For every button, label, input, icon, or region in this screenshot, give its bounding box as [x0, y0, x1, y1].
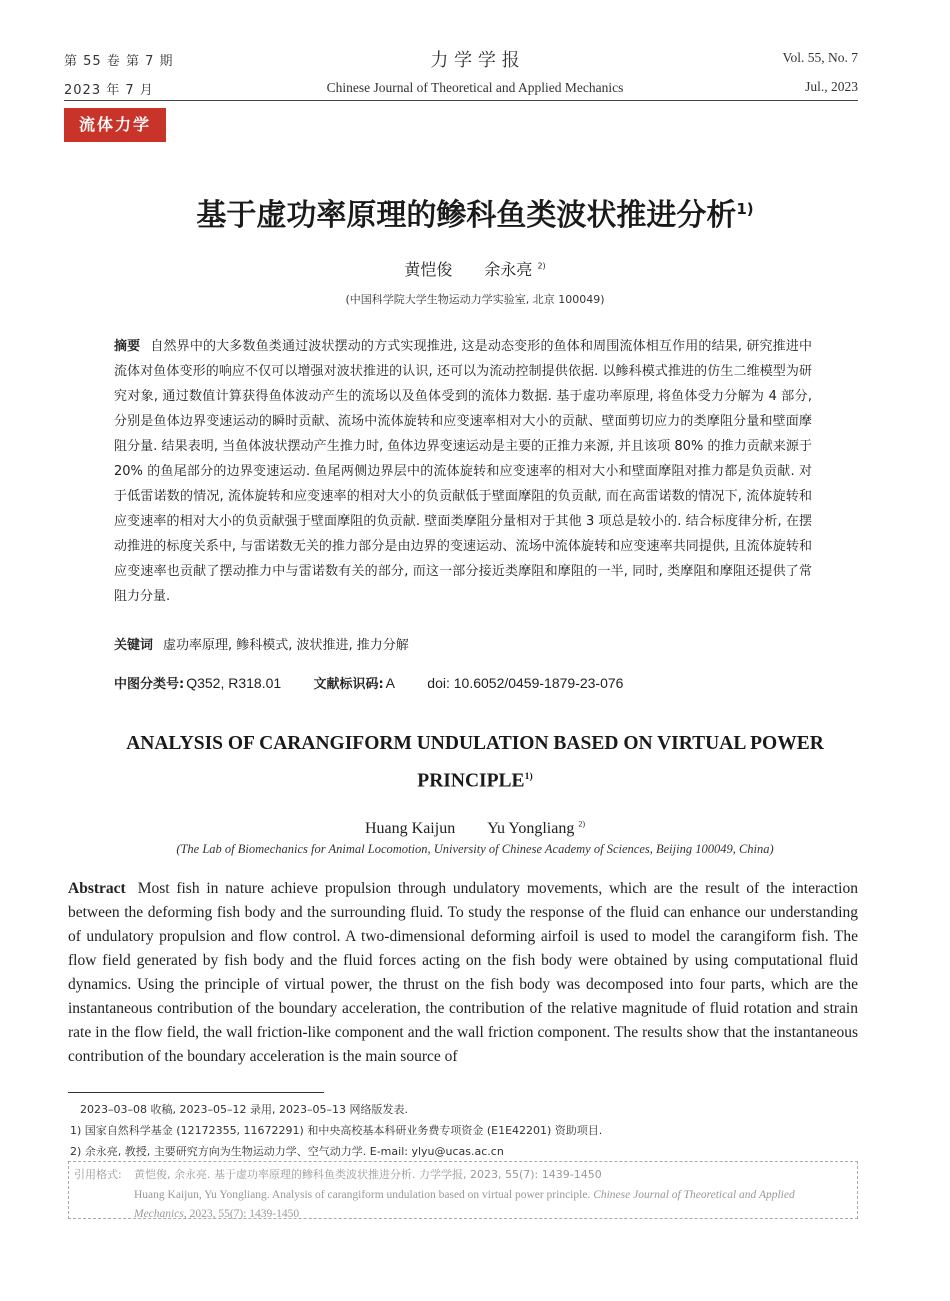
title-cn-note: 1): [736, 200, 754, 218]
abstract-cn: [114, 334, 812, 609]
abstract-en-label: Abstract: [68, 880, 126, 897]
authors-cn: [0, 257, 950, 280]
journal-name-en: Chinese Journal of Theoretical and Applied Mechanics: [326, 80, 624, 95]
abstract-en: [68, 877, 858, 1069]
citation-en: [134, 1186, 849, 1224]
citation-en-journal: Chinese Journal of Theoretical and Applied Mechanics: [134, 1189, 795, 1220]
classification-line: [114, 671, 812, 697]
volume-issue-en: Vol. 55, No. 7: [782, 50, 858, 65]
keywords-cn: [114, 633, 812, 658]
title-cn-text: 基于虚功率原理的鲹科鱼类波状推进分析: [196, 198, 737, 233]
citation-en-main: Huang Kaijun, Yu Yongliang. Analysis of carangiform undulation based on virtual power principle.: [134, 1189, 591, 1201]
title-cn: [0, 190, 950, 234]
footnote-funding: 1) 国家自然科学基金 (12172355, 11672291) 和中央高校基本科研业务费专项资金 (E1E42201) 资助项目.: [70, 1124, 603, 1137]
abstract-en-text: Most fish in nature achieve propulsion through undulatory movements, which are the result of the interaction between the deforming fish body and the surrounding fluid. To study the response of the fluid can enhance our understanding of undulatory propulsion and flow control. A two-dimensional deforming airfoil is used to model the carangiform fish. The flow field generated by fish body and the fluid forces acting on the fish body were obtained by using computational fluid dynamics. Using the principle of virtual power, the thrust on the fish body was decomposed into four parts, which are the instantaneous contribution of the boundary acceleration, the contribution of the relative magnitude of fluid rotation and strain rate in the flow field, the wall friction-like component and the wall friction component. The results show that the instantaneous contribution of the boundary acceleration is the main source of: [68, 880, 858, 1065]
doi: doi: 10.6052/0459-1879-23-076: [427, 675, 624, 691]
date-en: Jul., 2023: [805, 79, 858, 94]
affiliation-cn: (中国科学院大学生物运动力学实验室, 北京 100049): [345, 293, 605, 306]
keywords-cn-text: 虚功率原理, 鲹科模式, 波状推进, 推力分解: [163, 638, 409, 653]
footnote-received: 2023–03–08 收稿, 2023–05–12 录用, 2023–05–13 网络版发表.: [80, 1103, 408, 1116]
authors-cn-note: 2): [537, 261, 546, 271]
footnote-author: 2) 余永亮, 教授, 主要研究方向为生物运动力学、空气动力学. E-mail: ylyu@ucas.ac.cn: [70, 1145, 504, 1158]
citation-label: 引用格式:: [74, 1168, 122, 1181]
volume-issue-cn: 第 55 卷 第 7 期: [64, 54, 174, 69]
abstract-cn-text: 自然界中的大多数鱼类通过波状摆动的方式实现推进, 这是动态变形的鱼体和周围流体相互作用的结果, 研究推进中流体对鱼体变形的响应不仅可以增强对波状推进的认识, 还可以为流动控制提供依据. 以鲹科模式推进的仿生二维模型为研究对象, 通过数值计算获得鱼体波动产生的流场以及鱼体受到的流体力数据. 基于虚功率原理, 将鱼体受力分解为 4 部分, 分别是鱼体边界变速运动的瞬时贡献、流场中流体旋转和应变速率相对大小的贡献、壁面剪切应力的类摩阻分量和壁面摩阻分量. 结果表明, 当鱼体波状摆动产生推力时, 鱼体边界变速运动是主要的正推力来源, 并且该项 80% 的推力贡献来源于 20% 的鱼尾部分的边界变速运动. 鱼尾两侧边界层中的流体旋转和应变速率的相对大小和壁面摩阻对推力都是负贡献. 对于低雷诺数的情况, 流体旋转和应变速率的相对大小的负贡献低于壁面摩阻的负贡献, 而在高雷诺数的情况下, 流体旋转和应变速率的相对大小的负贡献强于壁面摩阻的负贡献. 壁面类摩阻分量相对于其他 3 项总是较小的. 结合标度律分析, 在摆动推进的标度关系中, 与雷诺数无关的推力部分是由边界的变速运动、流场中流体旋转和应变速率共同提供, 且流体旋转和应变速率也贡献了摆动推力中与雷诺数有关的部分, 而这一部分接近类摩阻和摩阻的一半, 同时, 类摩阻和摩阻还提供了常阻力分量.: [114, 339, 812, 604]
date-cn: 2023 年 7 月: [64, 83, 154, 98]
doc-code-label: 文献标识码:: [313, 677, 384, 692]
title-en-note: 1): [524, 771, 533, 782]
authors-cn-text: 黄恺俊 余永亮: [404, 260, 533, 279]
footnote-rule: [68, 1092, 324, 1093]
clc-label: 中图分类号:: [114, 677, 185, 692]
section-tag: 流体力学: [64, 108, 166, 142]
authors-en-text: Huang Kaijun Yu Yongliang: [364, 820, 575, 837]
authors-en: [0, 815, 950, 838]
authors-en-note: 2): [578, 819, 585, 829]
title-en: [90, 727, 860, 798]
abstract-cn-label: 摘要: [114, 339, 141, 354]
journal-name-cn: 力 学 学 报: [430, 50, 520, 71]
citation-en-tail: , 2023, 55(7): 1439-1450: [183, 1208, 300, 1220]
title-en-text: ANALYSIS OF CARANGIFORM UNDULATION BASED ON VIRTUAL POWER PRINCIPLE: [126, 733, 824, 792]
affiliation-en: (The Lab of Biomechanics for Animal Locomotion, University of Chinese Academy of Sciences, Beijing 100049, China): [176, 842, 774, 856]
doc-code-value: A: [385, 675, 395, 691]
clc-value: Q352, R318.01: [186, 675, 282, 691]
header-rule: [64, 100, 858, 101]
keywords-cn-label: 关键词: [114, 638, 154, 653]
citation-cn: 黄恺俊, 余永亮. 基于虚功率原理的鲹科鱼类波状推进分析. 力学学报, 2023, 55(7): 1439-1450: [134, 1168, 602, 1181]
